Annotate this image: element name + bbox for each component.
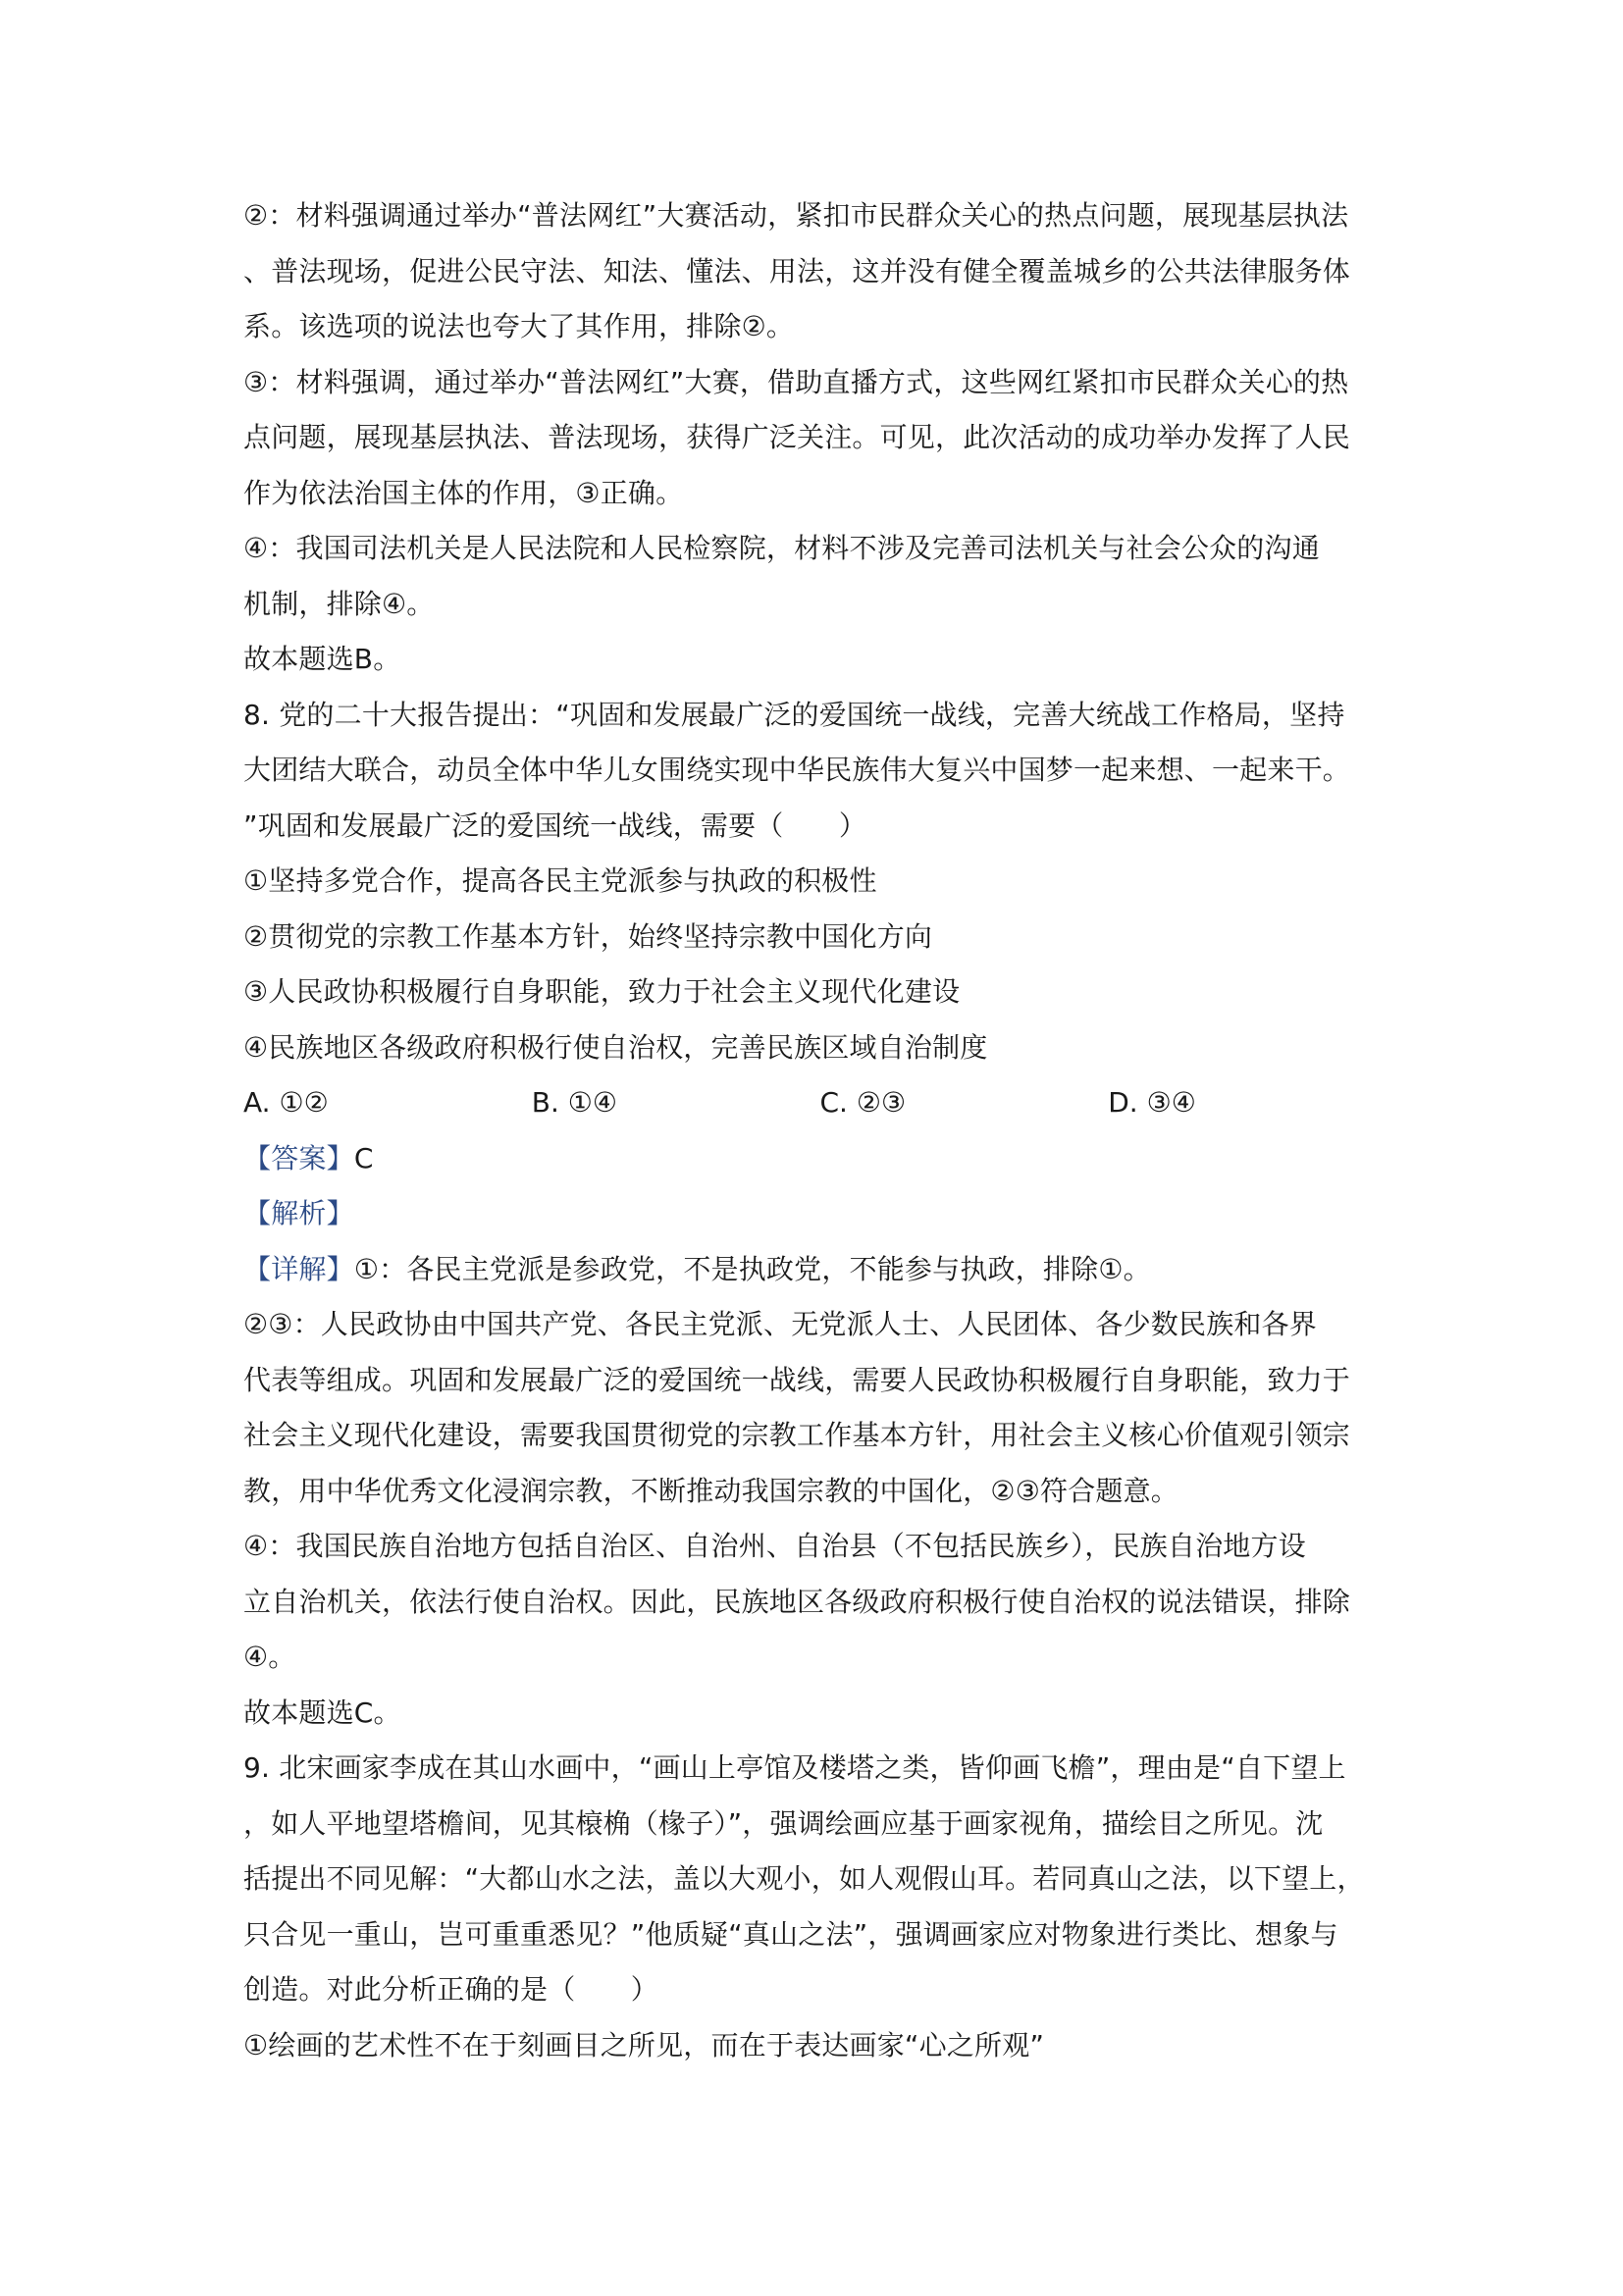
- detail-line: [243, 1242, 1396, 1298]
- option-c: C. ②③: [819, 1086, 907, 1119]
- text-line: 作为依法治国主体的作用，③正确。: [243, 476, 684, 509]
- option-d: D. ③④: [1108, 1086, 1196, 1119]
- text-line: ④：我国司法机关是人民法院和人民检察院，材料不涉及完善司法机关与社会公众的沟通: [243, 532, 1320, 564]
- question-9-line: 9. 北宋画家李成在其山水画中，“画山上亭馆及楼塔之类，皆仰画飞檐”，理由是“自下望上: [243, 1751, 1346, 1784]
- answer-options: [243, 1075, 1396, 1131]
- statement-item: ②贯彻党的宗教工作基本方针，始终坚持宗教中国化方向: [243, 919, 933, 953]
- answer-value: C: [353, 1141, 374, 1174]
- analysis-tag: 【解析】: [243, 1197, 354, 1229]
- text-line: ③：材料强调，通过举办“普法网红”大赛，借助直播方式，这些网红紧扣市民群众关心的热: [243, 365, 1349, 398]
- question-8-line: 8. 党的二十大报告提出：“巩固和发展最广泛的爱国统一战线，完善大统战工作格局，坚持: [243, 698, 1345, 731]
- answer-line: [243, 1131, 1396, 1187]
- text-line: 点问题，展现基层执法、普法现场，获得广泛关注。可见，此次活动的成功举办发挥了人民: [243, 421, 1351, 453]
- question-9-line: ，如人平地望塔檐间，见其榱桷（椽子）”，强调绘画应基于画家视角，描绘目之所见。沈: [243, 1806, 1324, 1840]
- statement-item: ④民族地区各级政府积极行使自治权，完善民族区域自治制度: [243, 1030, 988, 1064]
- question-9-line: 只合见一重山，岂可重重悉见？”他质疑“真山之法”，强调画家应对物象进行类比、想象与: [243, 1917, 1338, 1951]
- question-9-line: 括提出不同见解：“大都山水之法，盖以大观小，如人观假山耳。若同真山之法，以下望上，: [243, 1862, 1365, 1895]
- answer-tag: 【答案】: [243, 1141, 354, 1174]
- text-line: 故本题选C。: [243, 1696, 401, 1729]
- question-8-line: 大团结大联合，动员全体中华儿女围绕实现中华民族伟大复兴中国梦一起来想、一起来干。: [243, 754, 1351, 786]
- option-a: A. ①②: [243, 1086, 329, 1119]
- analysis-line: [243, 1186, 1396, 1242]
- statement-item: ③人民政协积极履行自身职能，致力于社会主义现代化建设: [243, 975, 961, 1008]
- question-8-line: ”巩固和发展最广泛的爱国统一战线，需要（ ）: [243, 809, 867, 842]
- text-line: ④：我国民族自治地方包括自治区、自治州、自治县（不包括民族乡），民族自治地方设: [243, 1530, 1306, 1562]
- text-line: 系。该选项的说法也夸大了其作用，排除②。: [243, 310, 795, 342]
- question-9-line: 创造。对此分析正确的是（ ）: [243, 1973, 659, 2006]
- text-line: 代表等组成。巩固和发展最广泛的爱国统一战线，需要人民政协积极履行自身职能，致力于: [243, 1363, 1351, 1396]
- text-line: 机制，排除④。: [243, 587, 435, 620]
- document-page: [243, 188, 1396, 2073]
- detail-tag: 【详解】: [243, 1252, 354, 1285]
- text-line: 、普法现场，促进公民守法、知法、懂法、用法，这并没有健全覆盖城乡的公共法律服务体: [243, 254, 1351, 287]
- text-line: ④。: [243, 1641, 296, 1673]
- text-line: 立自治机关，依法行使自治权。因此，民族地区各级政府积极行使自治权的说法错误，排除: [243, 1585, 1351, 1618]
- text-line: ②：材料强调通过举办“普法网红”大赛活动，紧扣市民群众关心的热点问题，展现基层执法: [243, 199, 1349, 232]
- detail-text: ①：各民主党派是参政党，不是执政党，不能参与执政，排除①。: [353, 1252, 1151, 1285]
- option-b: B. ①④: [531, 1086, 617, 1119]
- statement-item: ①坚持多党合作，提高各民主党派参与执政的积极性: [243, 864, 877, 897]
- statement-item: ①绘画的艺术性不在于刻画目之所见，而在于表达画家“心之所观”: [243, 2028, 1045, 2061]
- text-line: ②③：人民政协由中国共产党、各民主党派、无党派人士、人民团体、各少数民族和各界: [243, 1308, 1318, 1340]
- text-line: 社会主义现代化建设，需要我国贯彻党的宗教工作基本方针，用社会主义核心价值观引领宗: [243, 1419, 1351, 1451]
- text-line: 教，用中华优秀文化浸润宗教，不断推动我国宗教的中国化，②③符合题意。: [243, 1474, 1179, 1507]
- text-line: 故本题选B。: [243, 643, 401, 675]
